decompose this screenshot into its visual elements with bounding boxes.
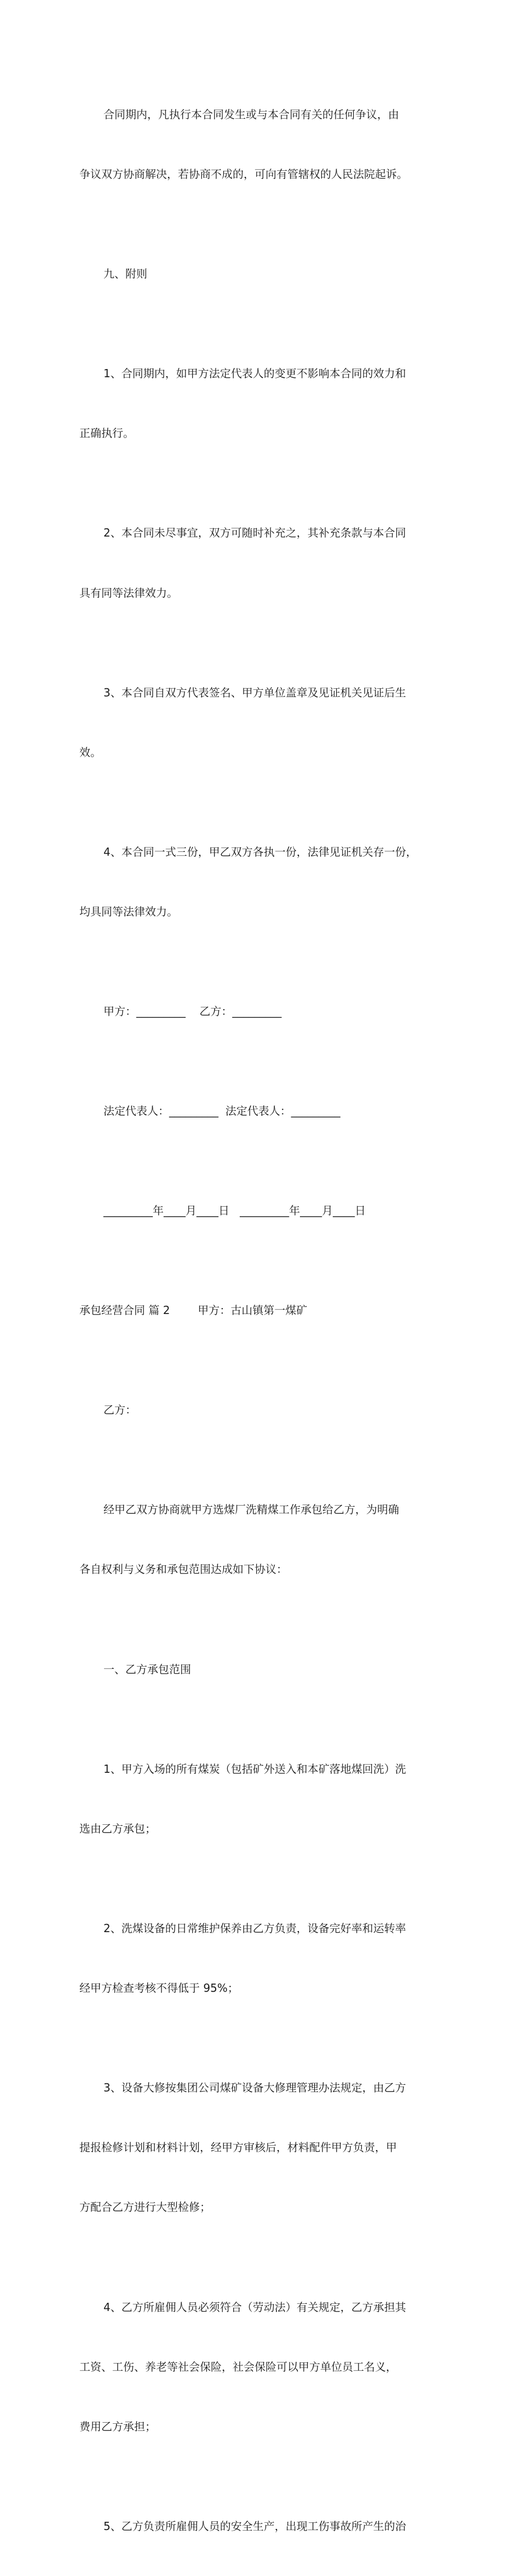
signature-representatives <box>79 1061 443 1161</box>
text-line: 3、设备大修按集团公司煤矿设备大修理管理办法规定，由乙方 <box>103 2081 406 2095</box>
text-line: 乙方： <box>103 1403 136 1417</box>
text-line: 提报检修计划和材料计划，经甲方审核后，材料配件甲方负责，甲 <box>79 2141 397 2154</box>
scope-clause-4 <box>79 2257 443 2476</box>
text-line: 法定代表人：_________ 法定代表人：_________ <box>103 1104 340 1118</box>
text-line: 经甲方检查考核不得低于 95%； <box>79 1981 239 1995</box>
clause-3 <box>79 643 443 802</box>
scope-clause-1 <box>79 1719 443 1878</box>
section-heading-scope <box>79 1620 443 1719</box>
clause-2 <box>79 483 443 643</box>
clause-1 <box>79 324 443 483</box>
text-line: 均具同等法律效力。 <box>79 905 178 919</box>
text-line: 争议双方协商解决，若协商不成的，可向有管辖权的人民法院起诉。 <box>79 168 408 181</box>
contract-2-heading <box>79 1260 443 1360</box>
text-line: 甲方：_________ 乙方：_________ <box>103 1005 282 1018</box>
text-line: _________年____月____日 _________年____月____日 <box>103 1204 366 1218</box>
text-line: 效。 <box>79 745 101 759</box>
text-line: 4、乙方所雇佣人员必须符合（劳动法）有关规定，乙方承担其 <box>103 2300 406 2314</box>
text-line: 承包经营合同 篇 2 甲方：古山镇第一煤矿 <box>79 1304 308 1317</box>
text-line: 1、甲方入场的所有煤炭（包括矿外送入和本矿落地煤回洗）洗 <box>103 1762 406 1776</box>
text-line: 具有同等法律效力。 <box>79 586 178 600</box>
signature-parties <box>79 961 443 1061</box>
text-line: 合同期内，凡执行本合同发生或与本合同有关的任何争议，由 <box>103 107 399 121</box>
text-line: 一、乙方承包范围 <box>103 1662 191 1676</box>
paragraph-dispute-resolution <box>79 65 443 224</box>
section-heading-supplementary <box>79 224 443 324</box>
party-b-label <box>79 1360 443 1460</box>
text-line: 正确执行。 <box>79 427 134 440</box>
text-line: 4、本合同一式三份，甲乙双方各执一份，法律见证机关存一份， <box>103 845 417 858</box>
text-line: 经甲乙双方协商就甲方选煤厂洗精煤工作承包给乙方，为明确 <box>103 1503 399 1517</box>
text-line: 3、本合同自双方代表签名、甲方单位盖章及见证机关见证后生 <box>103 685 406 699</box>
text-line: 5、乙方负责所雇佣人员的安全生产，出现工伤事故所产生的治 <box>103 2519 406 2533</box>
text-line: 2、本合同未尽事宜，双方可随时补充之，其补充条款与本合同 <box>103 526 406 540</box>
contract-2-preamble <box>79 1460 443 1619</box>
text-line: 1、合同期内，如甲方法定代表人的变更不影响本合同的效力和 <box>103 367 406 381</box>
text-line: 各自权利与义务和承包范围达成如下协议： <box>79 1563 287 1576</box>
scope-clause-5 <box>79 2476 443 2576</box>
signature-dates <box>79 1161 443 1260</box>
text-line: 方配合乙方进行大型检修； <box>79 2200 211 2214</box>
text-line: 费用乙方承担； <box>79 2419 156 2433</box>
text-line: 2、洗煤设备的日常维护保养由乙方负责，设备完好率和运转率 <box>103 1921 406 1935</box>
text-line: 选由乙方承包； <box>79 1822 156 1835</box>
scope-clause-2 <box>79 1878 443 2038</box>
text-line: 九、附则 <box>103 267 147 281</box>
clause-4 <box>79 802 443 961</box>
scope-clause-3 <box>79 2038 443 2257</box>
document-page <box>79 65 443 2576</box>
text-line: 工资、工伤、养老等社会保险，社会保险可以甲方单位员工名义， <box>79 2360 397 2373</box>
